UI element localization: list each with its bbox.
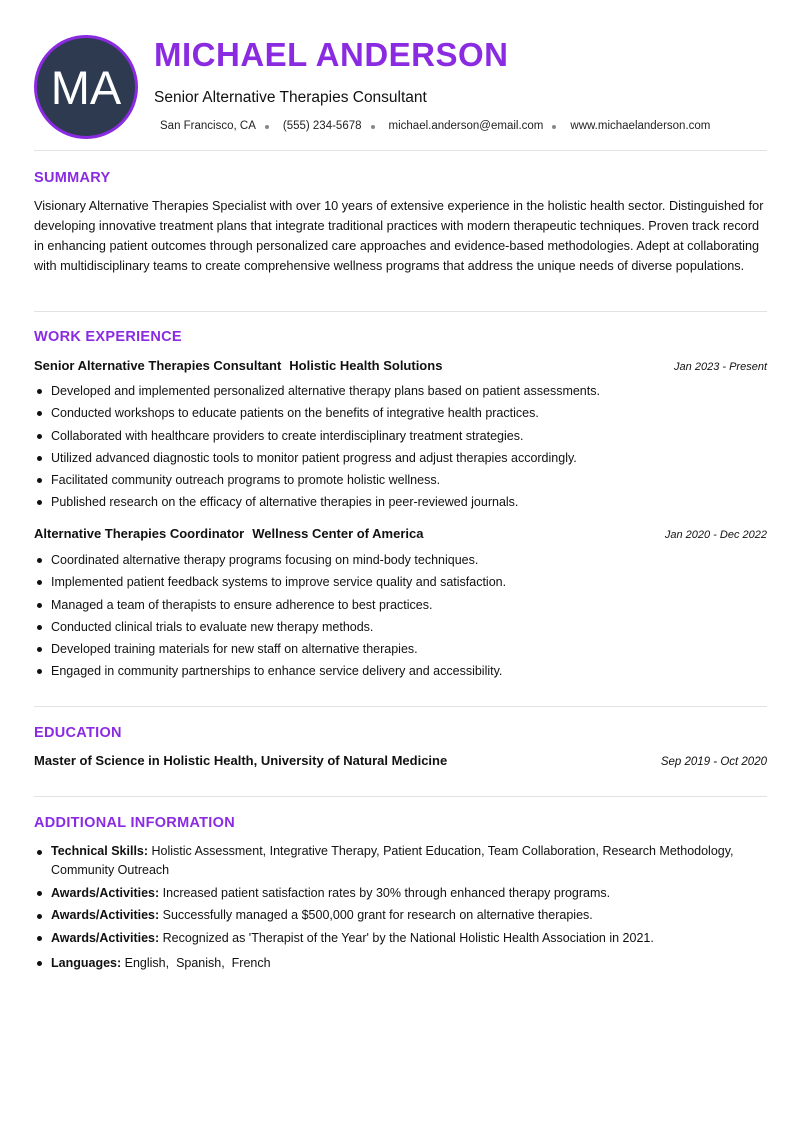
languages-item: Languages: English, Spanish, French	[34, 954, 754, 973]
candidate-name: MICHAEL ANDERSON	[154, 36, 509, 73]
additional-list	[34, 842, 754, 976]
item-text: Successfully managed a $500,000 grant for research on alternative therapies.	[162, 908, 593, 922]
list-item	[34, 842, 754, 880]
list-item: Engaged in community partnerships to enhance service delivery and accessibility.	[34, 660, 767, 682]
job-header	[34, 358, 767, 373]
separator-dot-icon	[265, 125, 269, 129]
education-dates: Sep 2019 - Oct 2020	[660, 756, 767, 768]
language: Spanish	[176, 955, 222, 970]
job-role: Senior Alternative Therapies Consultant	[34, 358, 282, 373]
contact-website[interactable]: www.michaelanderson.com	[570, 120, 711, 132]
list-item	[34, 906, 754, 925]
divider	[34, 706, 767, 707]
item-label: Awards/Activities:	[51, 930, 160, 945]
list-item	[34, 929, 754, 948]
item-label: Technical Skills:	[51, 844, 149, 858]
item-text: Increased patient satisfaction rates by 30% through enhanced therapy programs.	[162, 885, 611, 900]
job-dates: Jan 2020 - Dec 2022	[664, 529, 767, 541]
job-title-line	[34, 526, 423, 541]
experience-heading: WORK EXPERIENCE	[34, 329, 182, 345]
job-header	[34, 526, 767, 541]
item-text: Recognized as 'Therapist of the Year' by the National Holistic Health Association in 2021.	[162, 930, 654, 945]
education-entry	[34, 753, 767, 768]
list-item: Developed and implemented personalized alternative therapy plans based on patient assessments.	[34, 380, 767, 402]
job-company: Wellness Center of America	[252, 526, 424, 541]
job-bullets	[34, 380, 767, 514]
job-bullets	[34, 549, 767, 683]
summary-text: Visionary Alternative Therapies Specialist with over 10 years of extensive experience in the holistic health sector. Distinguished for developing innovative treatment plans that integrate traditional practices with modern therapeutic techniques. Proven track record in enhancing patient outcomes through personalized care approaches and evidence-based methodologies. Adept at collaborating with multidisciplinary teams to create comprehensive wellness programs that address the unique needs of diverse populations.	[34, 199, 764, 273]
list-item	[34, 884, 754, 903]
separator-dot-icon	[552, 125, 556, 129]
job-dates: Jan 2023 - Present	[674, 361, 767, 373]
list-item: Coordinated alternative therapy programs focusing on mind-body techniques.	[34, 549, 767, 571]
job-role: Alternative Therapies Coordinator	[34, 526, 245, 541]
item-label: Awards/Activities:	[51, 908, 160, 922]
list-item: Conducted clinical trials to evaluate new therapy methods.	[34, 616, 767, 638]
contact-email[interactable]: michael.anderson@email.com	[388, 120, 544, 132]
contact-phone[interactable]: (555) 234-5678	[282, 120, 362, 132]
list-item: Published research on the efficacy of alternative therapies in peer-reviewed journals.	[34, 491, 767, 513]
job-title-line	[34, 358, 442, 373]
item-text: Holistic Assessment, Integrative Therapy, Patient Education, Team Collaboration, Research Methodology, Community Outreach	[51, 844, 734, 877]
separator-dot-icon	[371, 125, 375, 129]
contact-row	[160, 120, 710, 132]
item-label: Languages:	[51, 955, 122, 970]
language: English	[124, 955, 166, 970]
list-item: Developed training materials for new staff on alternative therapies.	[34, 638, 767, 660]
education-heading: EDUCATION	[34, 725, 122, 741]
candidate-title: Senior Alternative Therapies Consultant	[154, 89, 427, 106]
job-company: Holistic Health Solutions	[289, 358, 443, 373]
additional-heading: ADDITIONAL INFORMATION	[34, 815, 235, 831]
summary-heading: SUMMARY	[34, 170, 111, 186]
list-item: Managed a team of therapists to ensure adherence to best practices.	[34, 594, 767, 616]
divider	[34, 796, 767, 797]
list-item: Conducted workshops to educate patients on the benefits of integrative health practices.	[34, 402, 767, 424]
item-label: Awards/Activities:	[51, 885, 160, 900]
education-degree: Master of Science in Holistic Health, University of Natural Medicine	[34, 753, 448, 768]
contact-location: San Francisco, CA	[160, 120, 256, 132]
list-item: Facilitated community outreach programs to promote holistic wellness.	[34, 469, 767, 491]
divider	[34, 311, 767, 312]
list-item: Implemented patient feedback systems to improve service quality and satisfaction.	[34, 571, 767, 593]
divider	[34, 150, 767, 151]
list-item: Collaborated with healthcare providers to create interdisciplinary treatment strategies.	[34, 425, 767, 447]
list-item: Utilized advanced diagnostic tools to monitor patient progress and adjust therapies accordingly.	[34, 447, 767, 469]
avatar: MA	[34, 35, 138, 139]
language: French	[231, 955, 271, 970]
